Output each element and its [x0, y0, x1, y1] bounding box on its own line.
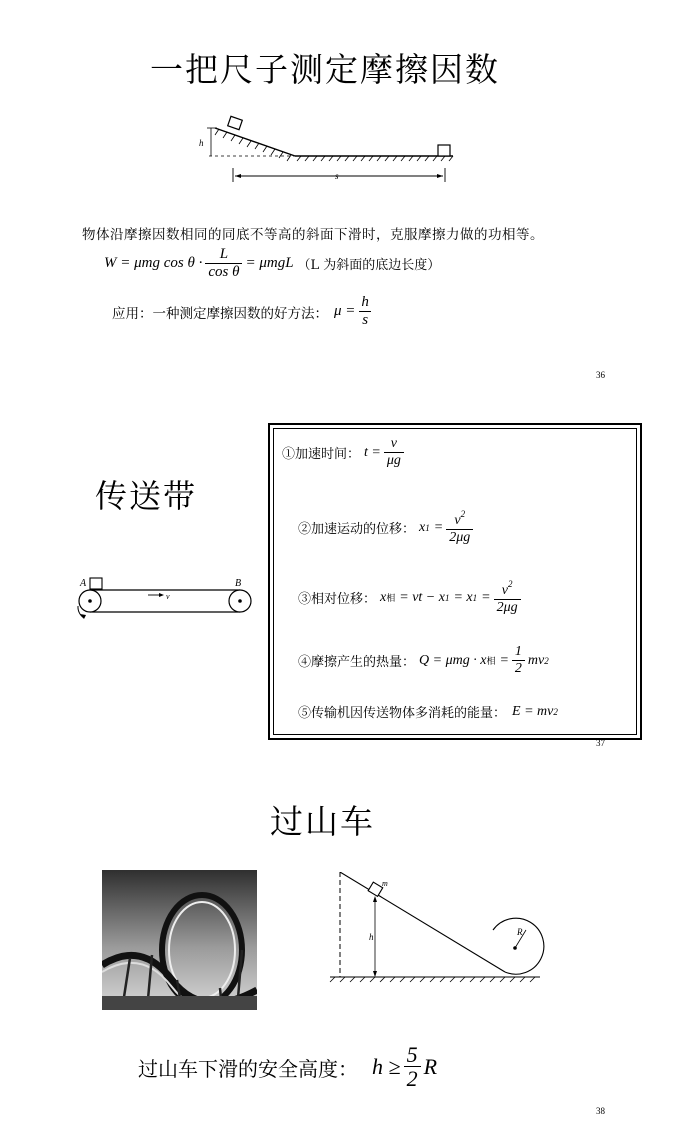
item-fraction — [512, 645, 525, 676]
page-number-38: 38 — [596, 1106, 605, 1116]
item-lhs: E = mv — [512, 703, 554, 719]
item-lhs-subscript: 相 — [386, 594, 396, 605]
item-label: ①加速时间： — [282, 447, 361, 463]
item-equals: = — [433, 519, 444, 535]
item-lhs: x — [380, 589, 387, 605]
formula-note: （L 为斜面的底边长度） — [297, 258, 441, 274]
application-label: 应用：一种测定摩擦因数的好方法： — [112, 305, 328, 322]
item-lhs-subscript: 相 — [486, 657, 496, 668]
loop-track-diagram — [325, 872, 550, 987]
fraction-numerator: h — [361, 294, 369, 310]
item-label: ⑤传输机因传送物体多消耗的能量： — [298, 706, 507, 721]
numerator-superscript: 2 — [507, 579, 513, 589]
formula-lhs: W = μmg cos θ · — [104, 255, 203, 272]
block-on-ground — [438, 145, 450, 156]
item-label: ④摩擦产生的热量： — [298, 655, 416, 671]
formula-fraction — [205, 247, 242, 280]
application-lhs: μ = — [334, 303, 356, 320]
numerator-superscript: 2 — [460, 509, 466, 519]
ground-hatching — [330, 977, 535, 982]
roller-coaster-photo — [102, 870, 257, 1010]
item-fraction — [446, 510, 473, 545]
label-a: A — [80, 578, 87, 589]
formula-fraction — [404, 1043, 421, 1091]
fraction-numerator: v — [390, 436, 397, 451]
section1-application — [112, 295, 375, 328]
formula-item-2 — [298, 510, 476, 545]
section3-formula — [138, 1043, 437, 1091]
item-label: ②加速运动的位移： — [298, 522, 416, 538]
fraction-numerator: L — [219, 246, 229, 262]
cart-block — [368, 882, 383, 896]
formula-lhs: h ≥ — [372, 1054, 401, 1080]
item-middle2: = x — [453, 589, 473, 605]
block-on-belt — [90, 578, 102, 589]
fraction-numerator: 5 — [406, 1042, 418, 1067]
item-middle: = vt − x — [399, 589, 445, 605]
block-on-incline — [228, 116, 243, 129]
distance-label: s — [335, 171, 339, 181]
item-lhs-subscript: 1 — [425, 522, 430, 533]
item-lhs: Q = μmg · x — [419, 652, 487, 668]
fraction-denominator: μg — [384, 452, 404, 468]
fraction-denominator: 2 — [404, 1066, 421, 1091]
fraction-numerator: v — [501, 583, 508, 598]
section1-title: 一把尺子测定摩擦因数 — [150, 50, 500, 89]
incline-diagram — [195, 108, 465, 188]
section3-title: 过山车 — [270, 802, 375, 841]
item-fraction — [494, 580, 521, 615]
formula-item-4 — [298, 645, 549, 676]
application-fraction — [358, 295, 372, 328]
item-lhs: t = — [364, 444, 381, 460]
section2-title: 传送带 — [95, 477, 198, 515]
section3-statement: 过山车下滑的安全高度： — [138, 1056, 358, 1081]
section1-statement: 物体沿摩擦因数相同的同底不等高的斜面下滑时，克服摩擦力做的功相等。 — [82, 227, 544, 243]
formula-box — [268, 423, 642, 740]
formula-item-1 — [282, 437, 407, 468]
track-slope — [340, 872, 505, 972]
page-number-37: 37 — [596, 738, 605, 748]
item-middle-subscript: 1 — [444, 592, 450, 603]
fraction-denominator: cos θ — [205, 263, 242, 281]
item-lhs-superscript: 2 — [553, 706, 558, 717]
fraction-denominator: 2 — [512, 660, 525, 676]
item-tail-superscript: 2 — [544, 655, 549, 666]
item-equals: = — [481, 589, 491, 605]
fraction-denominator: 2μg — [494, 599, 521, 615]
formula-item-5 — [298, 702, 558, 721]
radius-label: R — [517, 927, 523, 937]
formula-item-3 — [298, 580, 524, 615]
formula-tail: R — [423, 1054, 438, 1080]
fraction-denominator: s — [359, 311, 371, 329]
item-lhs: x — [419, 519, 426, 535]
item-label: ③相对位移： — [298, 592, 377, 608]
fraction-numerator: 1 — [514, 644, 522, 659]
mass-label: m — [382, 879, 388, 888]
item-equals: = — [499, 652, 509, 668]
item-middle2-subscript: 1 — [472, 592, 478, 603]
ground-hatching — [297, 156, 453, 161]
section1-formula — [104, 247, 440, 280]
formula-rhs: = μmgL — [245, 255, 294, 272]
fraction-denominator: 2μg — [446, 529, 473, 545]
item-fraction — [384, 437, 404, 468]
fraction-numerator: v — [454, 513, 461, 528]
height-label: h — [199, 138, 204, 148]
page-number-36: 36 — [596, 370, 605, 380]
label-b: B — [235, 578, 242, 589]
conveyor-belt-diagram — [70, 572, 255, 627]
label-v: v — [166, 592, 170, 601]
height-label: h — [369, 932, 374, 942]
item-tail: mv — [527, 652, 545, 668]
